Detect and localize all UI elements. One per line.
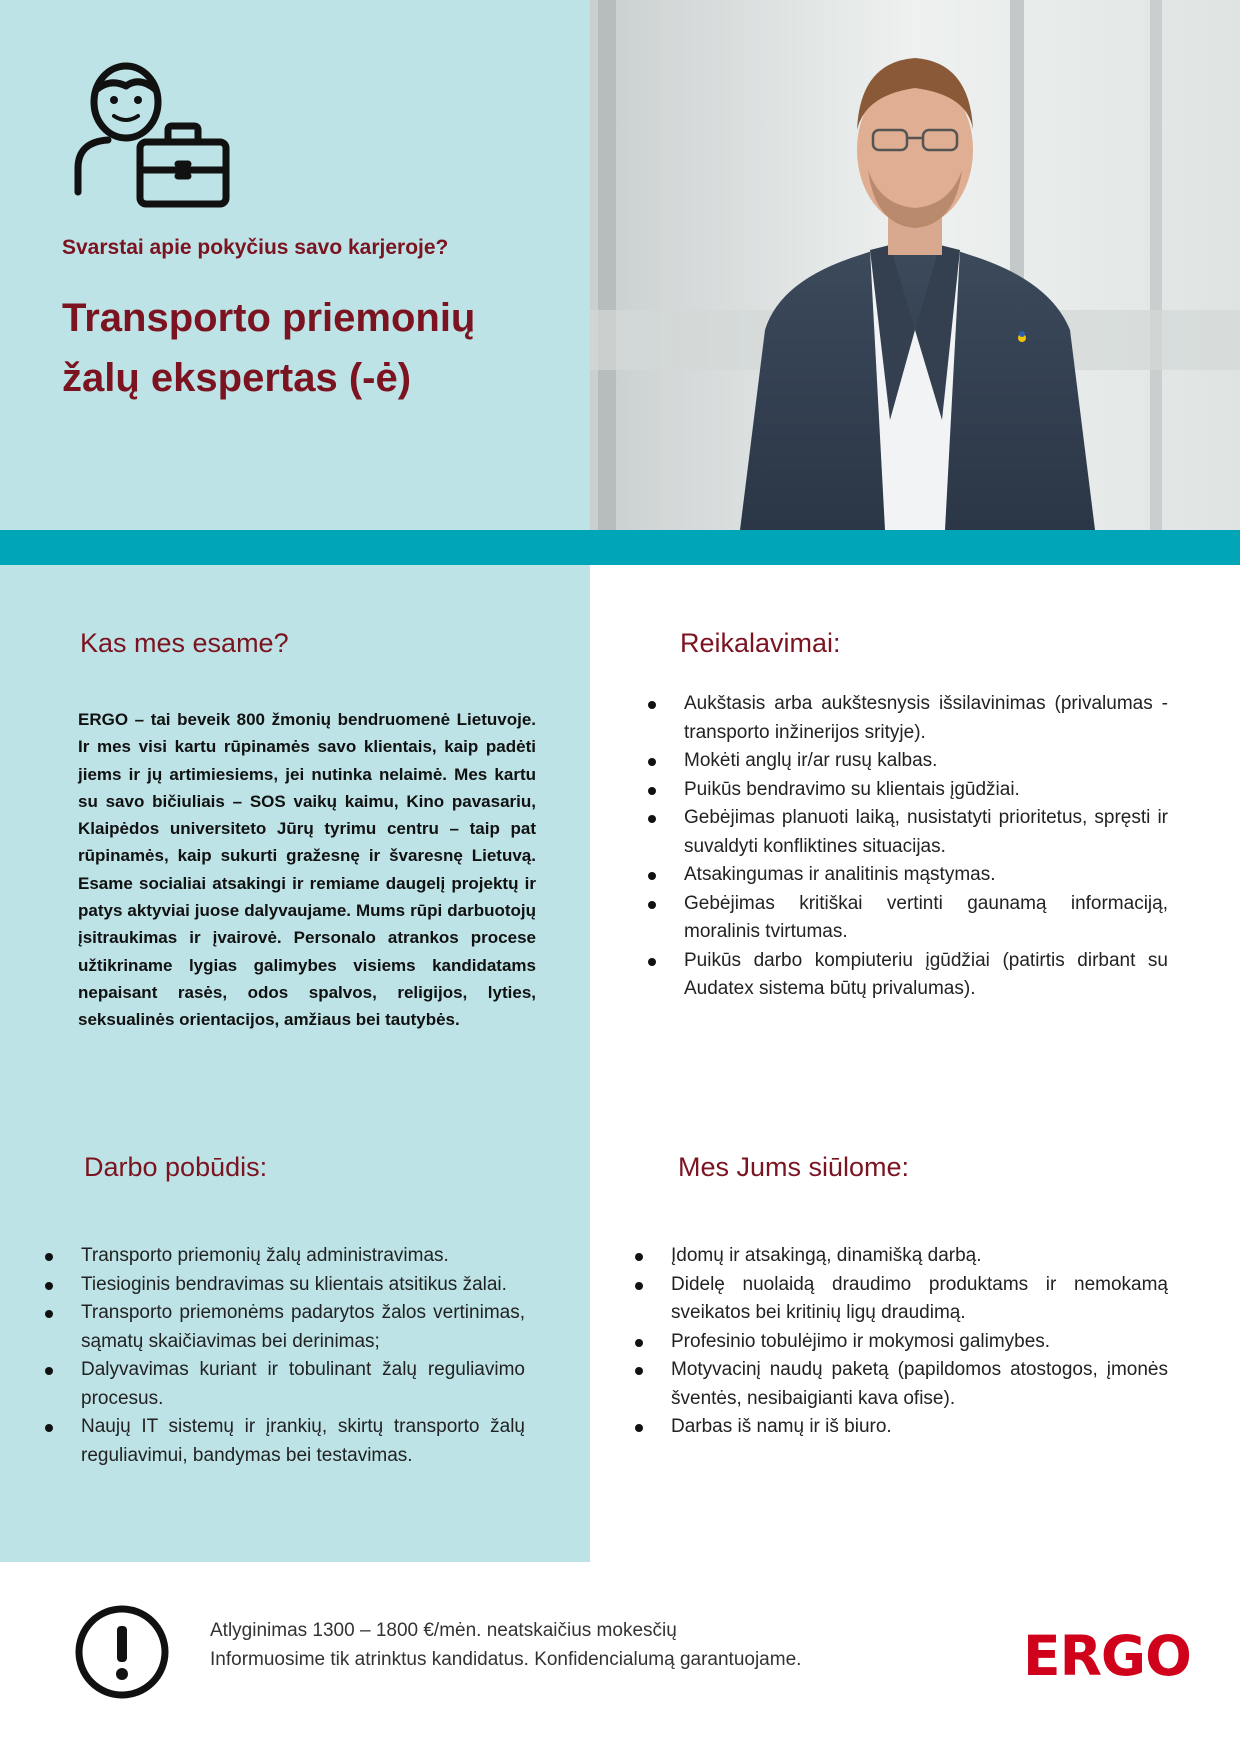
salary-info: Atlyginimas 1300 – 1800 €/mėn. neatskaičius mokesčių: [210, 1620, 677, 1641]
title-line-1: Transporto priemonių: [62, 296, 476, 340]
offer-item: Didelę nuolaidą draudimo produktams ir nemokamą sveikatos bei kritinių ligų draudimą.: [629, 1271, 1168, 1328]
footer-text: [210, 1616, 801, 1674]
duties-item: Tiesioginis bendravimas su klientais atsitikus žalai.: [39, 1271, 525, 1300]
requirements-item: Atsakingumas ir analitinis mąstymas.: [642, 861, 1168, 890]
exclamation-circle-icon: [74, 1604, 170, 1700]
requirements-item: Gebėjimas planuoti laiką, nusistatyti prioritetus, spręsti ir suvaldyti konfliktines situacijas.: [642, 804, 1168, 861]
requirements-list: [642, 690, 1168, 1004]
offer-item: Įdomų ir atsakingą, dinamišką darbą.: [629, 1242, 1168, 1271]
offer-list: [629, 1242, 1168, 1442]
intro-question: Svarstai apie pokyčius savo karjeroje?: [62, 236, 449, 259]
offer-item: Profesinio tobulėjimo ir mokymosi galimybes.: [629, 1328, 1168, 1357]
requirements-item: Aukštasis arba aukštesnysis išsilavinimas (privalumas - transporto inžinerijos srityje).: [642, 690, 1168, 747]
duties-title: Darbo pobūdis:: [84, 1152, 268, 1182]
confidentiality-note: Informuosime tik atrinktus kandidatus. Konfidencialumą garantuojame.: [210, 1649, 802, 1670]
requirements-item: Puikūs bendravimo su klientais įgūdžiai.: [642, 776, 1168, 805]
duties-item: Transporto priemonėms padarytos žalos vertinimas, sąmatų skaičiavimas bei derinimas;: [39, 1299, 525, 1356]
requirements-item: Gebėjimas kritiškai vertinti gaunamą informaciją, moralinis tvirtumas.: [642, 890, 1168, 947]
person-briefcase-icon: [70, 60, 240, 220]
duties-list: [39, 1242, 525, 1470]
employee-photo: [590, 0, 1240, 530]
requirements-item: Puikūs darbo kompiuteriu įgūdžiai (patirtis dirbant su Audatex sistema būtų privalumas).: [642, 947, 1168, 1004]
duties-item: Transporto priemonių žalų administravimas.: [39, 1242, 525, 1271]
about-title: Kas mes esame?: [80, 628, 289, 658]
requirements-item: Mokėti anglų ir/ar rusų kalbas.: [642, 747, 1168, 776]
requirements-title: Reikalavimai:: [680, 628, 841, 658]
ergo-logo: ERGO: [1023, 1624, 1191, 1688]
page-title: [62, 288, 562, 408]
divider-band: [0, 530, 1240, 565]
offer-item: Darbas iš namų ir iš biuro.: [629, 1413, 1168, 1442]
title-line-2: žalų ekspertas (-ė): [62, 356, 412, 400]
offer-item: Motyvacinį naudų paketą (papildomos atostogos, įmonės šventės, nesibaigianti kava ofise).: [629, 1356, 1168, 1413]
about-text: ERGO – tai beveik 800 žmonių bendruomenė Lietuvoje. Ir mes visi kartu rūpinamės savo klientais, kaip padėti jiems ir jų artimiesiems, jei nutinka nelaimė. Mes kartu su savo bičiuliais – SOS vaikų kaimu, Kino pavasariu, Klaipėdos universiteto Jūrų tyrimu centru – taip pat rūpinamės, kaip sukurti gražesnę ir švaresnę Lietuvą. Esame socialiai atsakingi ir remiame daugelį projektų ir patys aktyviai juose dalyvaujame. Mums rūpi darbuotojų įsitraukimas ir įvairovė. Personalo atrankos procese užtikriname lygias galimybes visiems kandidatams nepaisant rasės, odos spalvos, religijos, lyties, seksualinės orientacijos, amžiaus bei tautybės.: [78, 710, 536, 1030]
duties-item: Dalyvavimas kuriant ir tobulinant žalų reguliavimo procesus.: [39, 1356, 525, 1413]
offer-title: Mes Jums siūlome:: [678, 1152, 910, 1182]
duties-item: Naujų IT sistemų ir įrankių, skirtų transporto žalų reguliavimui, bandymas bei testavimas.: [39, 1413, 525, 1470]
